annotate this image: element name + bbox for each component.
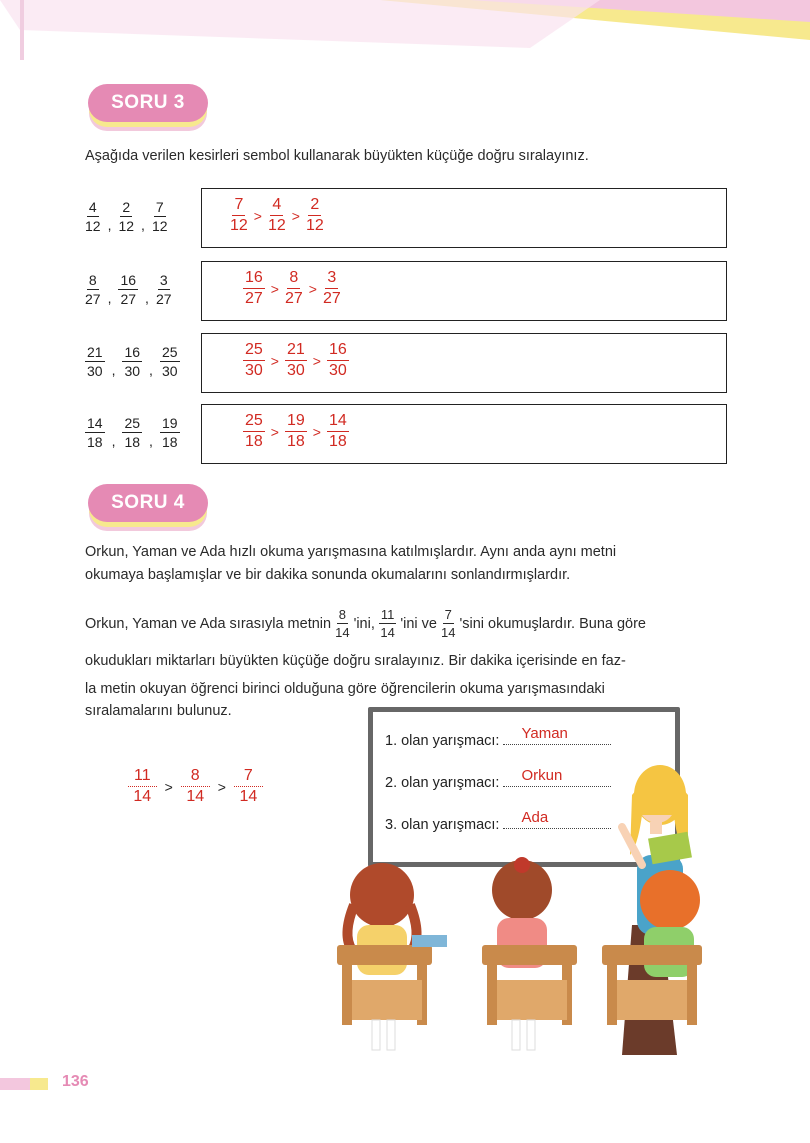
frac-num: 7 [155, 199, 164, 215]
greater-sign: > [217, 778, 226, 795]
soru4-answer [128, 768, 263, 805]
frac-num: 16 [327, 342, 349, 361]
soru4-badge: SORU 4 [88, 484, 208, 522]
given-frac [85, 273, 101, 306]
greater-sign: > [164, 778, 173, 795]
comma: , [145, 290, 149, 306]
frac-den: 14 [133, 788, 152, 805]
frac-den: 30 [328, 362, 347, 379]
para2-mid2: 'ini ve [400, 615, 437, 632]
answer-frac [285, 270, 303, 307]
frac-den: 12 [230, 217, 248, 234]
footer-stripe-yellow [30, 1078, 48, 1090]
frac-num: 14 [327, 413, 349, 432]
frac-num: 2 [308, 197, 321, 216]
answer-frac [327, 342, 349, 379]
footer-stripe [0, 1078, 30, 1090]
greater-sign: > [312, 352, 321, 369]
frac-num: 3 [159, 272, 168, 288]
frac-den: 12 [118, 218, 135, 234]
comma: , [107, 217, 112, 233]
soru4-para2-line4: sıralamalarını bulunuz. [85, 703, 232, 719]
answer-frac [181, 768, 210, 805]
answer-frac [234, 768, 263, 805]
soru4-para2-line2: okudukları miktarları büyükten küçüğe doğru sıralayınız. Bir dakika içerisinde en faz- [85, 653, 626, 669]
soru3-badge: SORU 3 [88, 84, 208, 122]
frac-num: 19 [161, 415, 178, 431]
frac-den: 12 [267, 217, 286, 234]
answer-frac [230, 197, 248, 234]
answer-frac [268, 197, 286, 234]
frac-den: 12 [151, 218, 168, 234]
frac-den: 12 [305, 217, 324, 234]
given-fractions [85, 416, 180, 449]
header-decoration [0, 0, 810, 60]
given-fractions [85, 200, 168, 233]
comma: , [141, 217, 145, 233]
answer-fractions [230, 197, 324, 234]
given-frac [160, 345, 180, 378]
frac-num: 7 [444, 607, 452, 622]
frac-den: 14 [441, 625, 456, 640]
answer-fractions [243, 413, 349, 450]
board-answer: Yaman [521, 725, 568, 742]
answer-frac [128, 768, 157, 805]
frac-num: 14 [87, 415, 103, 431]
given-frac [85, 345, 105, 378]
frac-den: 14 [335, 625, 350, 640]
greater-sign: > [308, 280, 317, 297]
given-frac [122, 416, 142, 449]
desks [337, 935, 702, 1025]
para2-suffix: 'sini okumuşlardır. Buna göre [459, 615, 647, 632]
frac-num: 8 [338, 607, 346, 622]
frac-num: 16 [120, 272, 137, 288]
student-legs [372, 1020, 535, 1050]
frac-den: 14 [239, 788, 258, 805]
frac-num: 7 [232, 197, 245, 216]
soru4-para1-line2: okumaya başlamışlar ve bir dakika sonunda okumalarını sonlandırmışlardır. [85, 567, 571, 583]
board-label: 3. olan yarışmacı: [385, 817, 500, 833]
soru4-para2-line1 [85, 608, 646, 639]
frac-num: 4 [88, 199, 97, 215]
frac-num: 21 [285, 342, 307, 361]
greater-sign: > [270, 423, 279, 440]
frac-den: 27 [155, 291, 172, 307]
comma: , [111, 433, 116, 449]
comma: , [111, 362, 116, 378]
comma: , [149, 433, 153, 449]
frac-num: 3 [325, 270, 338, 289]
frac-den: 18 [87, 434, 103, 450]
frac-num: 4 [270, 197, 283, 216]
greater-sign: > [253, 207, 262, 224]
given-frac [160, 416, 180, 449]
greater-sign: > [312, 423, 321, 440]
frac-num: 16 [124, 344, 141, 360]
answer-fractions [243, 342, 349, 379]
given-frac [85, 200, 101, 233]
board-answer: Orkun [521, 767, 563, 784]
given-fractions [85, 345, 180, 378]
frac-num: 7 [234, 768, 263, 787]
answer-frac [243, 413, 265, 450]
frac-den: 27 [85, 291, 101, 307]
frac-num: 25 [243, 342, 265, 361]
frac-den: 12 [85, 218, 101, 234]
frac-den: 30 [286, 362, 305, 379]
frac-num: 19 [285, 413, 307, 432]
given-frac [118, 200, 134, 233]
page-number: 136 [62, 1073, 89, 1090]
frac-den: 30 [161, 363, 178, 379]
answer-frac [327, 413, 349, 450]
frac-num: 25 [161, 344, 178, 360]
frac-num: 25 [243, 413, 265, 432]
given-frac [118, 273, 138, 306]
frac-den: 14 [186, 788, 205, 805]
frac-den: 27 [322, 290, 341, 307]
frac-num: 11 [128, 768, 157, 787]
para2-mid1: 'ini, [353, 615, 375, 632]
frac-den: 14 [380, 625, 395, 640]
frac-den: 18 [124, 434, 141, 450]
answer-frac [243, 342, 265, 379]
frac-den: 30 [124, 363, 141, 379]
soru4-para1-line1: Orkun, Yaman ve Ada hızlı okuma yarışmasına katılmışlardır. Aynı anda aynı metni [85, 544, 617, 560]
frac-den: 18 [286, 433, 305, 450]
para2-prefix: Orkun, Yaman ve Ada sırasıyla metnin [85, 615, 332, 632]
frac-den: 27 [284, 290, 303, 307]
board-answer: Ada [521, 809, 549, 826]
given-frac [152, 200, 168, 233]
frac-den: 18 [245, 433, 263, 450]
given-frac [156, 273, 172, 306]
board-line-1 [385, 725, 611, 749]
frac-ada [441, 608, 455, 639]
frac-num: 8 [88, 272, 97, 288]
soru3-instruction: Aşağıda verilen kesirleri sembol kullanarak büyükten küçüğe doğru sıralayınız. [85, 148, 589, 164]
answer-frac [323, 270, 341, 307]
frac-num: 8 [287, 270, 300, 289]
given-fractions [85, 273, 172, 306]
frac-num: 21 [87, 344, 103, 360]
comma: , [149, 362, 153, 378]
answer-frac [285, 413, 307, 450]
frac-orkun [335, 608, 349, 639]
answer-fractions [243, 270, 341, 307]
frac-den: 27 [245, 290, 263, 307]
greater-sign: > [270, 280, 279, 297]
frac-den: 30 [87, 363, 103, 379]
given-frac [85, 416, 105, 449]
frac-num: 2 [122, 199, 131, 215]
frac-num: 16 [243, 270, 265, 289]
answer-frac [285, 342, 307, 379]
comma: , [107, 290, 112, 306]
frac-den: 18 [328, 433, 347, 450]
given-frac [122, 345, 142, 378]
answer-frac [306, 197, 324, 234]
greater-sign: > [291, 207, 300, 224]
answer-frac [243, 270, 265, 307]
frac-den: 30 [245, 362, 263, 379]
frac-den: 18 [161, 434, 178, 450]
frac-yaman [379, 608, 397, 639]
board-label: 1. olan yarışmacı: [385, 733, 500, 749]
greater-sign: > [270, 352, 279, 369]
classroom-illustration [332, 755, 720, 1060]
frac-num: 8 [181, 768, 210, 787]
board-answer-field [503, 725, 611, 745]
frac-num: 25 [124, 415, 141, 431]
frac-num: 11 [380, 607, 395, 622]
soru4-para2-line3: la metin okuyan öğrenci birinci olduğuna göre öğrencilerin okuma yarışmasındaki [85, 681, 605, 697]
frac-den: 27 [120, 291, 137, 307]
board-label: 2. olan yarışmacı: [385, 775, 500, 791]
